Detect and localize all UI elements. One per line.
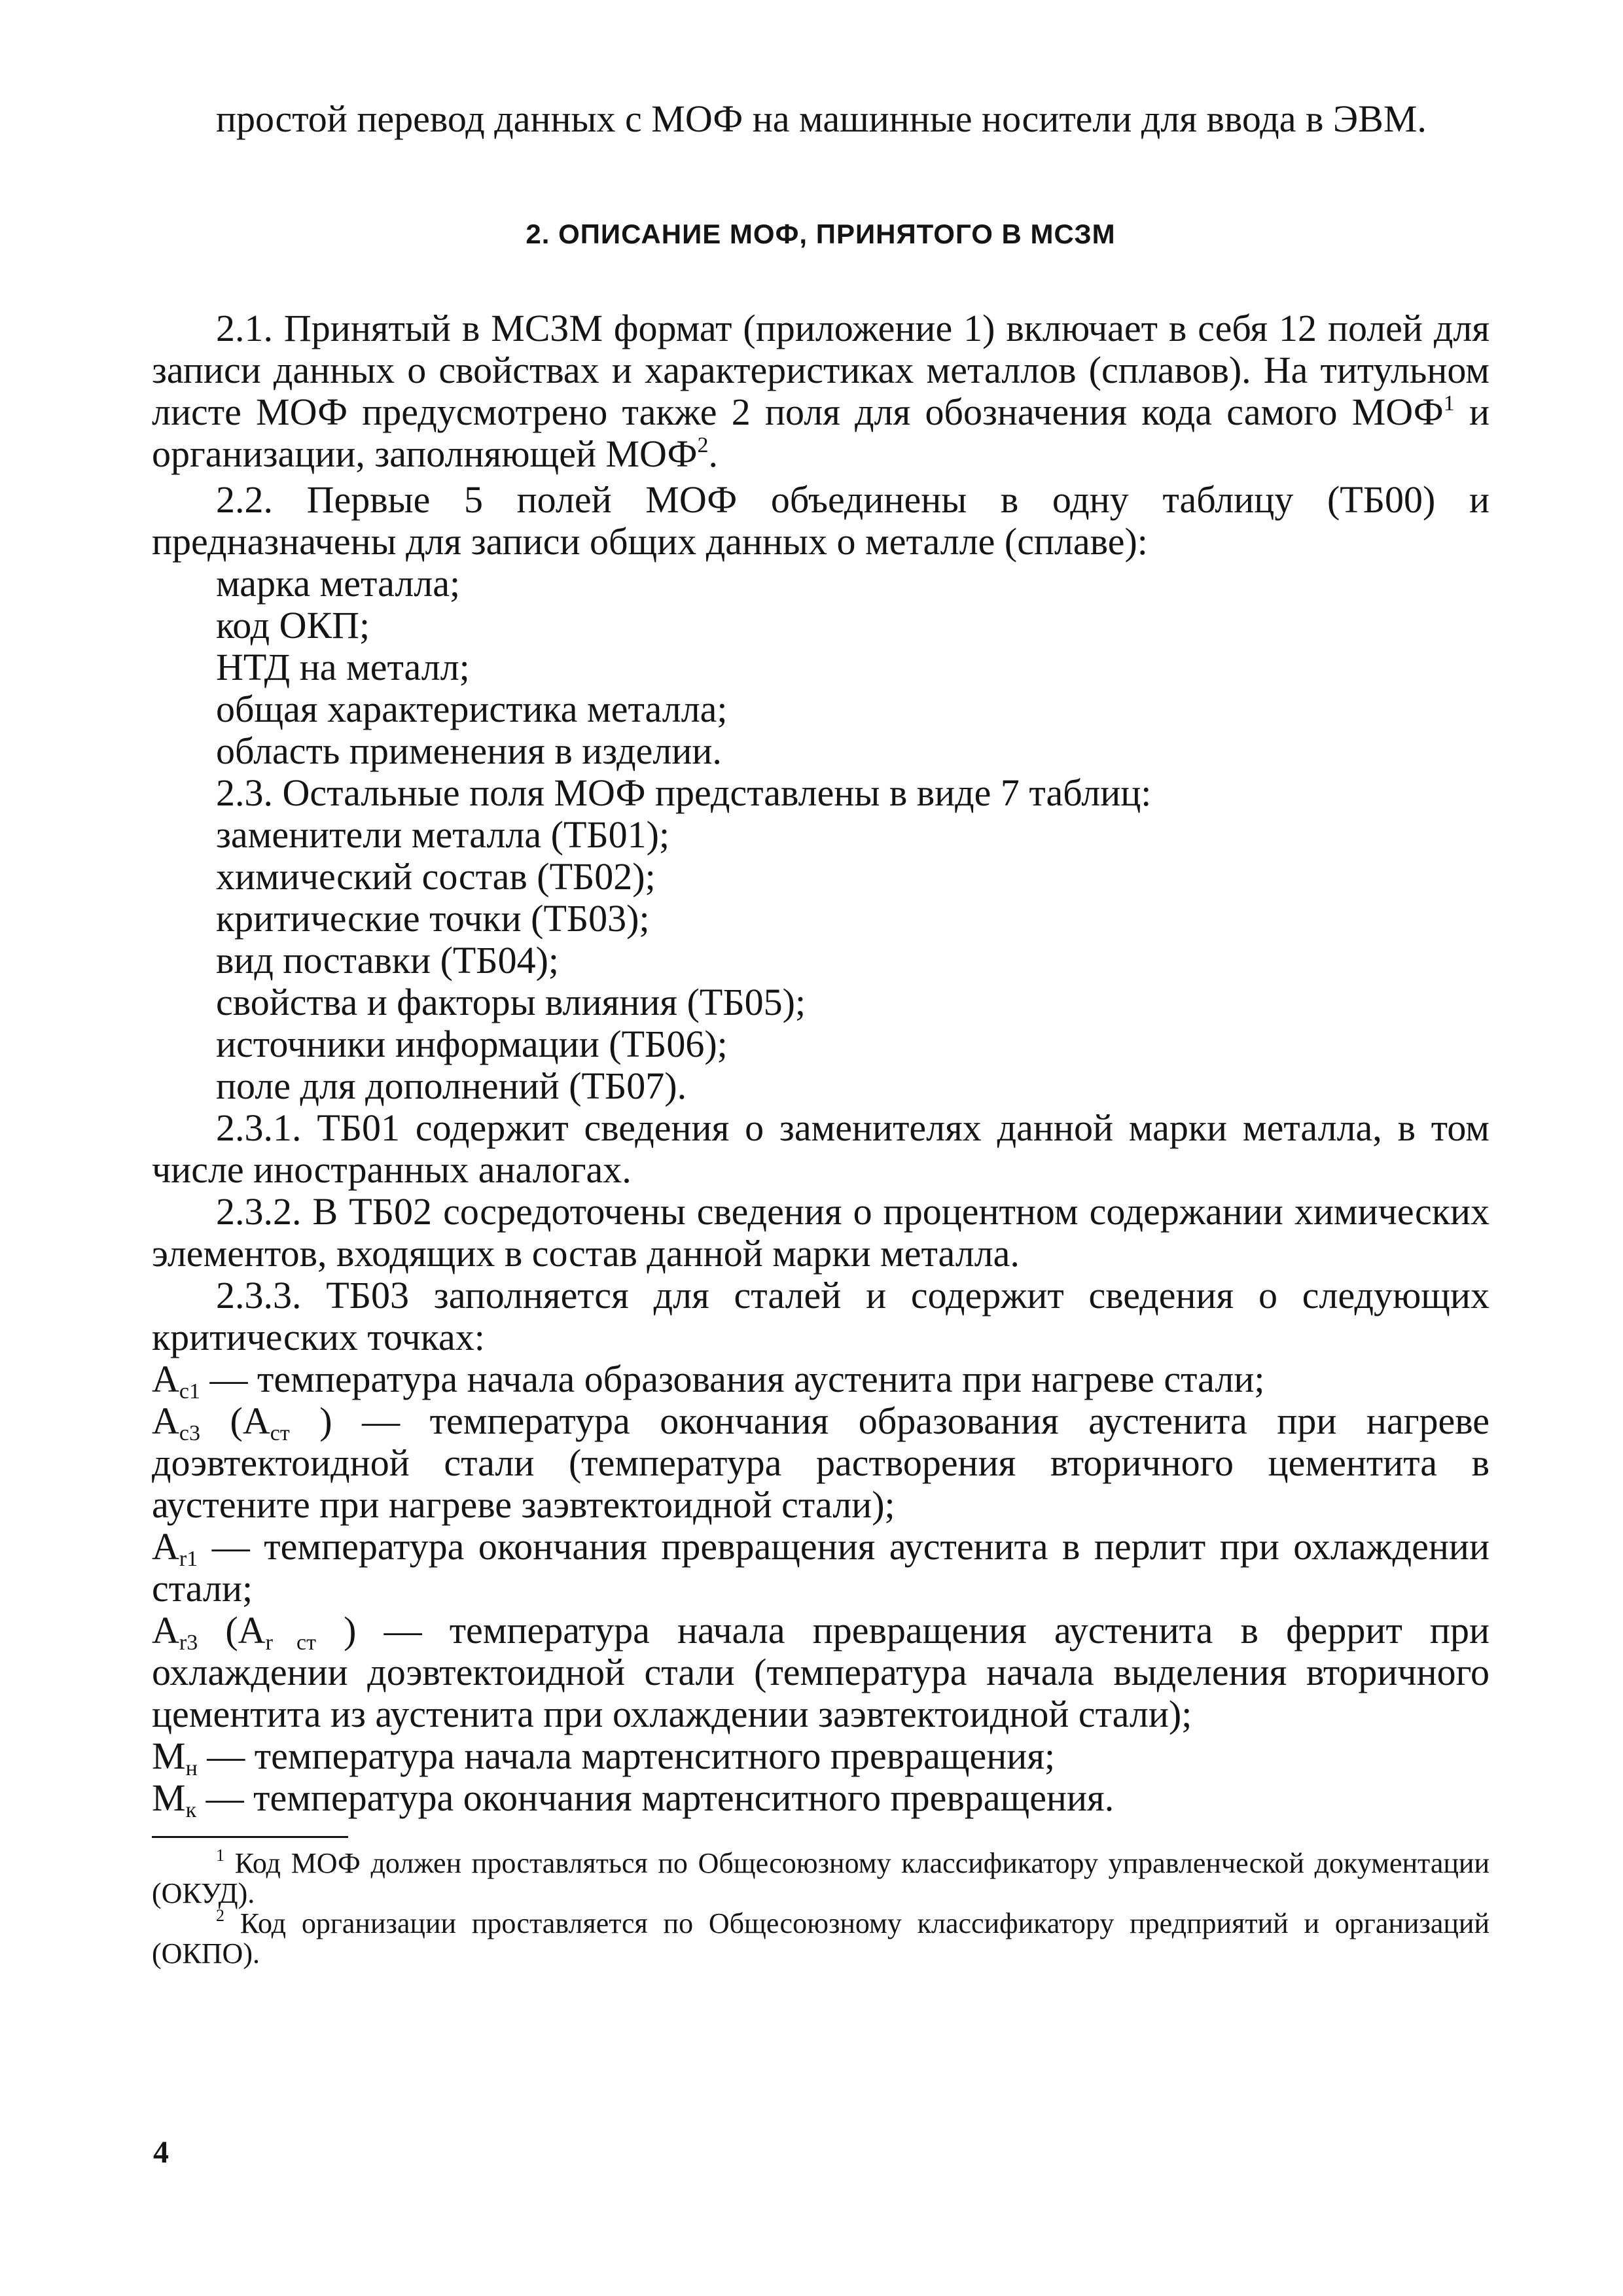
point-description: — температура начала образования аустенита при нагреве стали;	[200, 1358, 1265, 1400]
footnote-ref-1: 1	[1443, 391, 1455, 415]
point-description: — температура начала мартенситного превращения;	[197, 1735, 1056, 1777]
point-symbol: A	[152, 1400, 179, 1442]
point-symbol: A	[152, 1609, 179, 1651]
point-subscript: н	[185, 1756, 198, 1780]
critical-point	[152, 1400, 1489, 1526]
footnote	[152, 1848, 1489, 1909]
point-subscript: c3	[179, 1421, 200, 1445]
list-item: заменители металла (ТБ01);	[216, 813, 670, 856]
section-heading: 2. ОПИСАНИЕ МОФ, ПРИНЯТОГО В МСЗМ	[526, 219, 1116, 249]
list-item: свойства и факторы влияния (ТБ05);	[216, 981, 806, 1023]
intro-paragraph	[152, 98, 1489, 140]
point-subscript: r3	[179, 1631, 198, 1655]
list-item: критические точки (ТБ03);	[216, 897, 650, 940]
list-item: марка металла;	[216, 562, 461, 605]
page-number: 4	[153, 2135, 169, 2170]
point-symbol: M	[152, 1735, 186, 1777]
list-item: химический состав (ТБ02);	[216, 855, 656, 898]
point-description: — температура окончания мартенситного превращения.	[196, 1776, 1115, 1819]
footnote	[152, 1906, 1489, 1969]
intro-text: простой перевод данных с МОФ на машинные носители для ввода в ЭВМ.	[216, 97, 1427, 140]
critical-point	[152, 1358, 1489, 1404]
point-symbol: M	[152, 1776, 186, 1819]
critical-point	[152, 1610, 1489, 1735]
point-subscript: c1	[179, 1379, 200, 1404]
paragraph-2-3: 2.3. Остальные поля МОФ представлены в виде 7 таблиц:	[216, 771, 1152, 814]
footnotes	[152, 1848, 1489, 1969]
list-item: поле для дополнений (ТБ07).	[216, 1065, 687, 1107]
point-symbol: A	[152, 1525, 179, 1568]
point-subscript-alt: r ст	[265, 1631, 316, 1655]
footnote-mark: 2	[216, 1906, 224, 1925]
point-subscript-alt: ст	[270, 1421, 290, 1445]
footnote-ref-2: 2	[697, 433, 709, 457]
point-subscript: r1	[179, 1547, 198, 1571]
list-item: вид поставки (ТБ04);	[216, 939, 560, 981]
p21-text-a: 2.1. Принятый в МСЗМ формат (приложение 1) включает в себя 12 полей для записи данных о свойствах и характеристиках металлов (сплавов). На титульном листе МОФ предусмотрено также 2 поля для обозначения кода самого МОФ	[152, 307, 1489, 433]
paragraph-2-3-2: 2.3.2. В ТБ02 сосредоточены сведения о процентном содержании химических элементов, входящих в состав данной марки металла.	[152, 1190, 1489, 1275]
list-item: код ОКП;	[216, 604, 370, 646]
point-subscript: к	[185, 1798, 197, 1822]
point-symbol-alt: (A	[198, 1609, 266, 1651]
critical-point	[152, 1526, 1489, 1610]
footnote-text: Код организации проставляется по Общесоюзному классификатору предприятий и организаций (ОКПО).	[152, 1907, 1489, 1969]
point-description: ) — температура начала превращения аустенита в феррит при охлаждении доэвтектоидной стали (температура начала выделения вторичного цементита из аустенита при охлаждении заэвтектоидной стали);	[152, 1609, 1490, 1735]
critical-points-list	[152, 1358, 1490, 1822]
footnote-divider	[152, 1836, 348, 1838]
critical-point	[152, 1735, 1489, 1780]
p21-text-c: .	[708, 433, 718, 475]
p21-text-b: и организации, заполняющей МОФ	[152, 391, 1489, 475]
critical-point	[152, 1776, 1489, 1822]
footnote-text: Код МОФ должен проставляться по Общесоюзному классификатору управленческой документации (ОКУД).	[152, 1847, 1489, 1909]
list-item: НТД на металл;	[216, 646, 470, 688]
list-2-2	[152, 563, 1489, 772]
point-description: ) — температура окончания образования аустенита при нагреве доэвтектоидной стали (температура растворения вторичного цементита в аустените при нагреве заэвтектоидной стали);	[152, 1400, 1490, 1526]
paragraph-2-3-1: 2.3.1. ТБ01 содержит сведения о заменителях данной марки металла, в том числе иностранных аналогах.	[152, 1106, 1489, 1191]
list-item: общая характеристика металла;	[216, 688, 728, 730]
point-description: — температура окончания превращения аустенита в перлит при охлаждении стали;	[152, 1525, 1489, 1610]
list-item: источники информации (ТБ06);	[216, 1023, 728, 1065]
list-2-3	[152, 814, 1489, 1107]
point-symbol: A	[152, 1358, 179, 1400]
point-symbol-alt: (A	[200, 1400, 270, 1442]
paragraph-2-3-3: 2.3.3. ТБ03 заполняется для сталей и содержит сведения о следующих критических точках:	[152, 1274, 1489, 1358]
paragraph-2-2: 2.2. Первые 5 полей МОФ объединены в одну таблицу (ТБ00) и предназначены для записи общих данных о металле (сплаве):	[152, 478, 1489, 563]
page-body	[152, 98, 1489, 1969]
list-item: область применения в изделии.	[216, 730, 722, 772]
footnote-mark: 1	[216, 1846, 224, 1865]
paragraph-2-1	[152, 308, 1489, 475]
